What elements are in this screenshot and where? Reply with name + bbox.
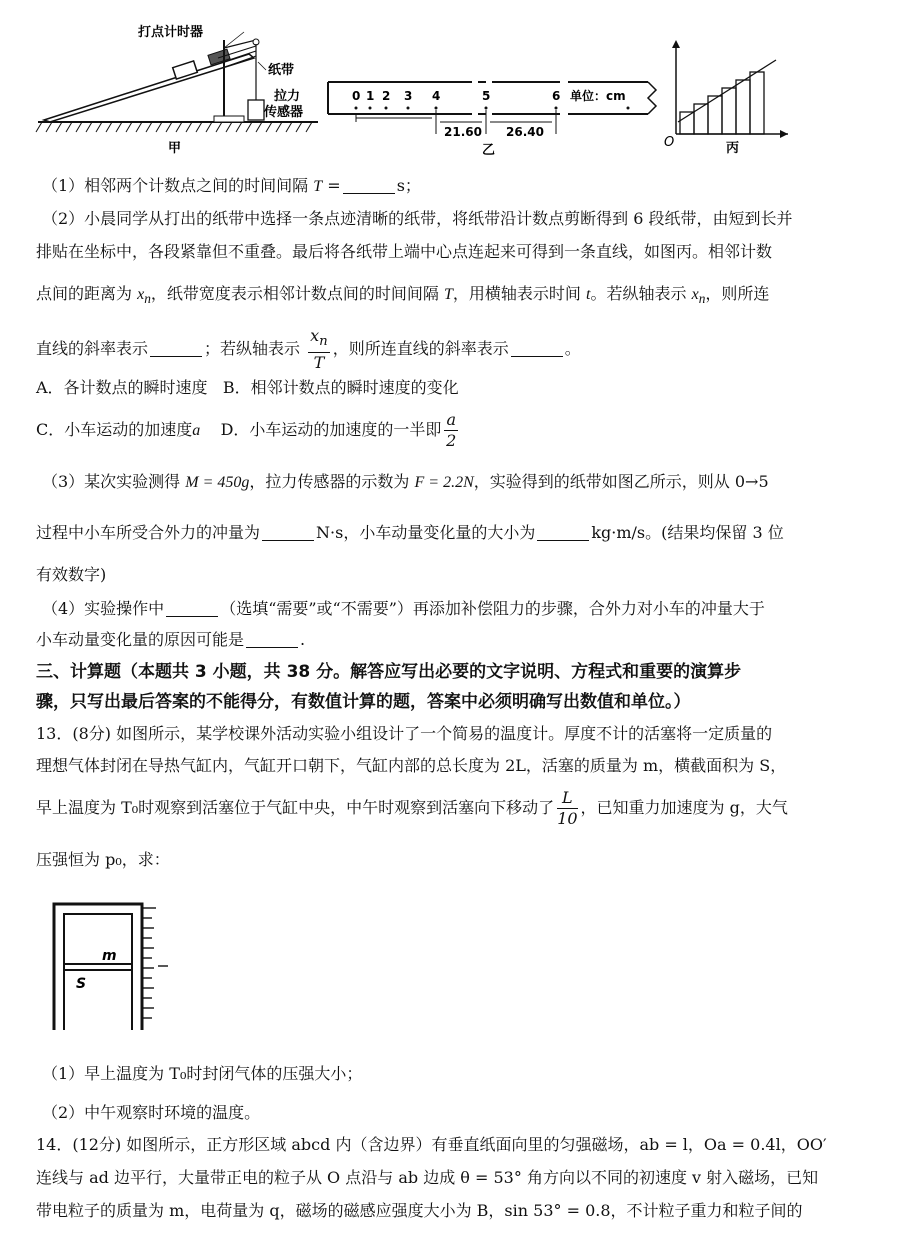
figure-yi bbox=[322, 70, 664, 156]
tape-point-2: 2 bbox=[382, 89, 391, 103]
figure-cylinder bbox=[44, 896, 184, 1038]
q12-l3a: 点间的距离为 bbox=[36, 284, 133, 303]
q12-part2-line4 bbox=[36, 326, 870, 373]
option-d: D．小车运动的加速度的一半即 bbox=[220, 420, 442, 439]
q12-p4-l1b: （选填“需要”或“不需要”）再添加补偿阻力的步骤，合外力对小车的冲量大于 bbox=[220, 599, 765, 618]
time-var: t bbox=[586, 286, 591, 303]
option-row-ab bbox=[36, 376, 870, 400]
t-var: T bbox=[444, 286, 453, 303]
tape-point-0: 0 bbox=[352, 89, 361, 103]
q12-l4d: 。 bbox=[564, 339, 581, 359]
q12-part1-var: T bbox=[313, 178, 323, 195]
q12-part2-line1: （2）小晨同学从打出的纸带中选择一条点迹清晰的纸带，将纸带沿计数点剪断得到 6 段纸带，由短到长并 bbox=[42, 209, 793, 228]
q12-l4b: ；若纵轴表示 bbox=[204, 339, 301, 359]
q12-l4c: ，则所连直线的斜率表示 bbox=[332, 339, 509, 359]
q12-part4-line1 bbox=[42, 597, 870, 621]
tape-point-1: 1 bbox=[366, 89, 375, 103]
q12-p4-l2a: 小车动量变化量的原因可能是 bbox=[36, 630, 245, 649]
piston-mass-label: m bbox=[102, 948, 117, 964]
q12-p3-l2b: N·s，小车动量变化量的大小为 bbox=[316, 523, 536, 542]
q12-l4a: 直线的斜率表示 bbox=[36, 339, 149, 359]
tape-point-3: 3 bbox=[404, 89, 413, 103]
figure-bing bbox=[660, 38, 792, 158]
section3-heading-line2: 骤，只写出最后答案的不能得分，有数值计算的题，答案中必须明确写出数值和单位。） bbox=[36, 692, 691, 712]
timer-label: 打点计时器 bbox=[138, 25, 204, 40]
q12-part1: （1）相邻两个计数点之间的时间间隔 T = s； bbox=[42, 176, 421, 195]
q12-p3-l1c: ，实验得到的纸带如图乙所示，则从 0→5 bbox=[473, 472, 769, 491]
q12-part1-tail: s； bbox=[396, 176, 421, 195]
q13-sub1: （1）早上温度为 T₀时封闭气体的压强大小； bbox=[42, 1064, 363, 1083]
q13-line2: 理想气体封闭在导热气缸内，气缸开口朝下，气缸内部的总长度为 2L，活塞的质量为 m，横截面积为 S， bbox=[36, 756, 787, 775]
q12-p3-l2a: 过程中小车所受合外力的冲量为 bbox=[36, 523, 261, 542]
xn-over-t-fraction: $\frac{x_n}{T}$ bbox=[310, 326, 328, 373]
option-a: A．各计数点的瞬时速度 bbox=[36, 378, 208, 397]
figure-jia-label: 甲 bbox=[168, 141, 182, 156]
q12-p3-l1b: ，拉力传感器的示数为 bbox=[249, 472, 410, 491]
option-c-var: a bbox=[192, 422, 201, 439]
option-b: B．相邻计数点的瞬时速度的变化 bbox=[222, 378, 459, 397]
q12-part3-line2 bbox=[36, 521, 870, 545]
q12-blank-6[interactable] bbox=[166, 600, 218, 617]
q12-blank-4[interactable] bbox=[262, 524, 314, 541]
q12-p4-l2b: . bbox=[300, 630, 306, 649]
q14-line3: 带电粒子的质量为 m，电荷量为 q，磁场的磁感应强度大小为 B，sin 53° = 0.8，不计粒子重力和粒子间的 bbox=[36, 1201, 803, 1220]
section3-heading-line1: 三、计算题（本题共 3 小题，共 38 分。解答应写出必要的文字说明、方程式和重要的演算步 bbox=[36, 662, 742, 682]
q12-part3-line3: 有效数字) bbox=[36, 565, 107, 584]
q12-blank-2[interactable] bbox=[150, 340, 202, 357]
q12-l3b: ，纸带宽度表示相邻计数点间的时间间隔 bbox=[150, 284, 439, 303]
frac-num: L bbox=[557, 788, 577, 809]
figure-yi-label: 乙 bbox=[482, 143, 496, 156]
q14-line1: 14．(12分) 如图所示，正方形区域 abcd 内（含边界）有垂直纸面向里的匀强磁场，ab = l，Oa = 0.4l，OO′ bbox=[36, 1135, 827, 1154]
q12-part1-text: （1）相邻两个计数点之间的时间间隔 bbox=[42, 176, 309, 195]
tape-point-4: 4 bbox=[432, 89, 441, 103]
xn-var-2: $x_n$ bbox=[691, 286, 706, 307]
figure-bing-label: 丙 bbox=[726, 141, 740, 156]
q13-line1: 13．(8分) 如图所示，某学校课外活动实验小组设计了一个简易的温度计。厚度不计的活塞将一定质量的 bbox=[36, 724, 773, 743]
tape-distance-2: 26.40 bbox=[506, 125, 544, 139]
q12-part2-line3 bbox=[36, 282, 870, 311]
q13-line3 bbox=[36, 786, 870, 830]
figure-jia bbox=[34, 18, 320, 158]
tape-point-6: 6 bbox=[552, 89, 561, 103]
q12-blank-1[interactable] bbox=[343, 177, 395, 194]
q13-l3a: 早上温度为 T₀时观察到活塞位于气缸中央，中午时观察到活塞向下移动了 bbox=[36, 798, 555, 817]
q12-part3-line1 bbox=[42, 470, 870, 495]
q12-l3d: 。若纵轴表示 bbox=[590, 284, 687, 303]
q12-l3c: ，用横轴表示时间 bbox=[452, 284, 581, 303]
q13-sub2: （2）中午观察时环境的温度。 bbox=[42, 1103, 261, 1122]
xn-var: $x_n$ bbox=[137, 286, 151, 307]
mass-value: M = 450g bbox=[185, 474, 250, 491]
q12-blank-5[interactable] bbox=[537, 524, 589, 541]
q13-l3b: ，已知重力加速度为 g，大气 bbox=[580, 798, 788, 817]
figure-bing-origin: O bbox=[664, 135, 675, 150]
force-value: F = 2.2N bbox=[414, 474, 474, 491]
q12-p4-l1a: （4）实验操作中 bbox=[42, 599, 165, 618]
tape-distance-1: 21.60 bbox=[444, 125, 482, 139]
option-row-cd bbox=[36, 408, 870, 453]
option-c: C．小车运动的加速度 bbox=[36, 420, 193, 439]
frac-den: 10 bbox=[557, 809, 578, 828]
a-over-2-fraction: $\frac{a}{2}$ bbox=[446, 410, 457, 450]
q12-blank-3[interactable] bbox=[511, 340, 563, 357]
l-over-10-fraction bbox=[557, 788, 577, 829]
sensor-label-2: 传感器 bbox=[264, 105, 304, 120]
tape-unit-label: 单位：cm bbox=[570, 89, 626, 103]
tape-point-5: 5 bbox=[482, 89, 491, 103]
q12-l3e: ，则所连 bbox=[705, 284, 770, 303]
q14-line2: 连线与 ad 边平行，大量带正电的粒子从 O 点沿与 ab 边成 θ = 53° 角方向以不同的初速度 v 射入磁场，已知 bbox=[36, 1168, 819, 1187]
q13-line4: 压强恒为 p₀，求： bbox=[36, 850, 170, 869]
piston-area-label: S bbox=[76, 976, 87, 992]
tape-label: 纸带 bbox=[268, 63, 295, 78]
sensor-label-1: 拉力 bbox=[274, 89, 301, 104]
q12-blank-7[interactable] bbox=[246, 631, 298, 648]
q12-part4-line2 bbox=[36, 628, 870, 652]
q12-p3-l2c: kg·m/s。(结果均保留 3 位 bbox=[591, 523, 784, 542]
q12-part2-line2: 排贴在坐标中，各段紧靠但不重叠。最后将各纸带上端中心点连起来可得到一条直线，如图丙。相邻计数 bbox=[36, 242, 773, 261]
q12-p3-l1a: （3）某次实验测得 bbox=[42, 472, 181, 491]
